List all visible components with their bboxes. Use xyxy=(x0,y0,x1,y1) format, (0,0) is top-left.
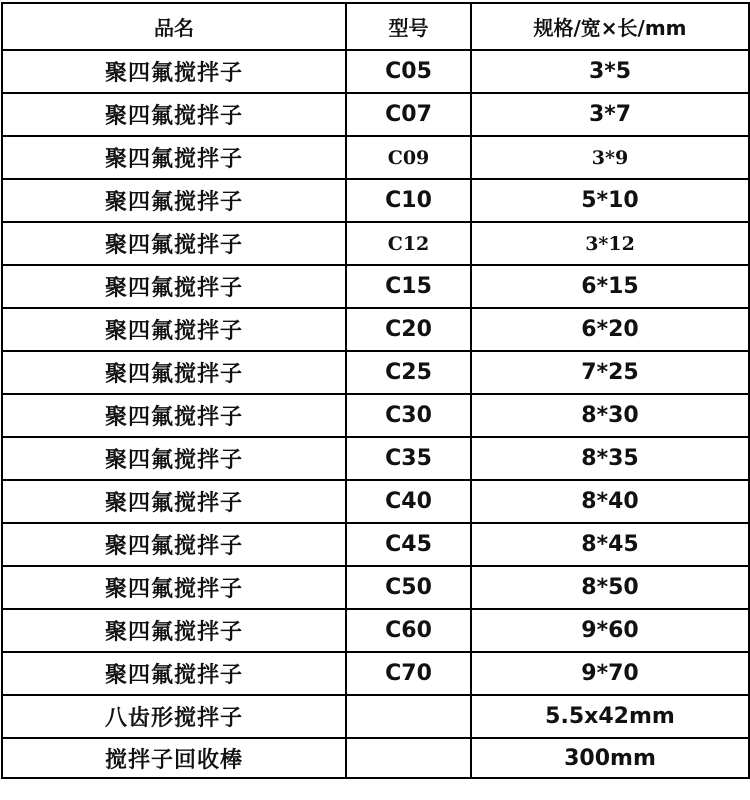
spec-cell: 3*9 xyxy=(471,136,749,179)
model-cell: C10 xyxy=(346,179,471,222)
model-cell: C12 xyxy=(346,222,471,265)
model-cell: C07 xyxy=(346,93,471,136)
product-name-cell: 聚四氟搅拌子 xyxy=(2,652,346,695)
spec-cell: 8*50 xyxy=(471,566,749,609)
spec-cell: 3*5 xyxy=(471,50,749,93)
product-name-cell: 聚四氟搅拌子 xyxy=(2,93,346,136)
product-name-cell: 聚四氟搅拌子 xyxy=(2,265,346,308)
spec-cell: 7*25 xyxy=(471,351,749,394)
spec-cell: 6*20 xyxy=(471,308,749,351)
model-cell: C45 xyxy=(346,523,471,566)
product-spec-table xyxy=(1,2,750,779)
model-cell: C15 xyxy=(346,265,471,308)
product-name-cell: 聚四氟搅拌子 xyxy=(2,222,346,265)
model-cell: C09 xyxy=(346,136,471,179)
spec-cell: 5*10 xyxy=(471,179,749,222)
model-cell xyxy=(346,695,471,738)
product-name-cell: 聚四氟搅拌子 xyxy=(2,523,346,566)
spec-cell: 3*12 xyxy=(471,222,749,265)
table-row xyxy=(2,738,749,778)
product-name-cell: 聚四氟搅拌子 xyxy=(2,480,346,523)
product-name-cell: 聚四氟搅拌子 xyxy=(2,437,346,480)
table-row xyxy=(2,93,749,136)
model-cell: C70 xyxy=(346,652,471,695)
table-row xyxy=(2,50,749,93)
product-name-cell: 搅拌子回收棒 xyxy=(2,738,346,778)
model-cell: C40 xyxy=(346,480,471,523)
table-row xyxy=(2,480,749,523)
product-name-cell: 聚四氟搅拌子 xyxy=(2,394,346,437)
model-cell: C50 xyxy=(346,566,471,609)
spec-cell: 5.5x42mm xyxy=(471,695,749,738)
header-spec: 规格/宽×长/mm xyxy=(471,3,749,50)
spec-cell: 8*40 xyxy=(471,480,749,523)
product-name-cell: 聚四氟搅拌子 xyxy=(2,609,346,652)
table-row xyxy=(2,222,749,265)
table-row xyxy=(2,609,749,652)
product-name-cell: 聚四氟搅拌子 xyxy=(2,179,346,222)
product-name-cell: 聚四氟搅拌子 xyxy=(2,308,346,351)
spec-cell: 8*45 xyxy=(471,523,749,566)
spec-cell: 300mm xyxy=(471,738,749,778)
header-product-name: 品名 xyxy=(2,3,346,50)
header-model: 型号 xyxy=(346,3,471,50)
table-row xyxy=(2,308,749,351)
model-cell: C20 xyxy=(346,308,471,351)
spec-cell: 6*15 xyxy=(471,265,749,308)
table-row xyxy=(2,394,749,437)
product-name-cell: 聚四氟搅拌子 xyxy=(2,566,346,609)
table-row xyxy=(2,566,749,609)
product-name-cell: 聚四氟搅拌子 xyxy=(2,351,346,394)
model-cell: C60 xyxy=(346,609,471,652)
model-cell: C30 xyxy=(346,394,471,437)
model-cell: C35 xyxy=(346,437,471,480)
table-row xyxy=(2,265,749,308)
table-row xyxy=(2,523,749,566)
spec-cell: 8*30 xyxy=(471,394,749,437)
model-cell: C05 xyxy=(346,50,471,93)
table-row xyxy=(2,351,749,394)
spec-cell: 9*70 xyxy=(471,652,749,695)
product-name-cell: 八齿形搅拌子 xyxy=(2,695,346,738)
table-row xyxy=(2,695,749,738)
spec-cell: 8*35 xyxy=(471,437,749,480)
table-header-row xyxy=(2,3,749,50)
product-name-cell: 聚四氟搅拌子 xyxy=(2,50,346,93)
table-row xyxy=(2,179,749,222)
spec-cell: 9*60 xyxy=(471,609,749,652)
model-cell: C25 xyxy=(346,351,471,394)
product-name-cell: 聚四氟搅拌子 xyxy=(2,136,346,179)
model-cell xyxy=(346,738,471,778)
table-row xyxy=(2,136,749,179)
table-row xyxy=(2,437,749,480)
spec-cell: 3*7 xyxy=(471,93,749,136)
table-row xyxy=(2,652,749,695)
